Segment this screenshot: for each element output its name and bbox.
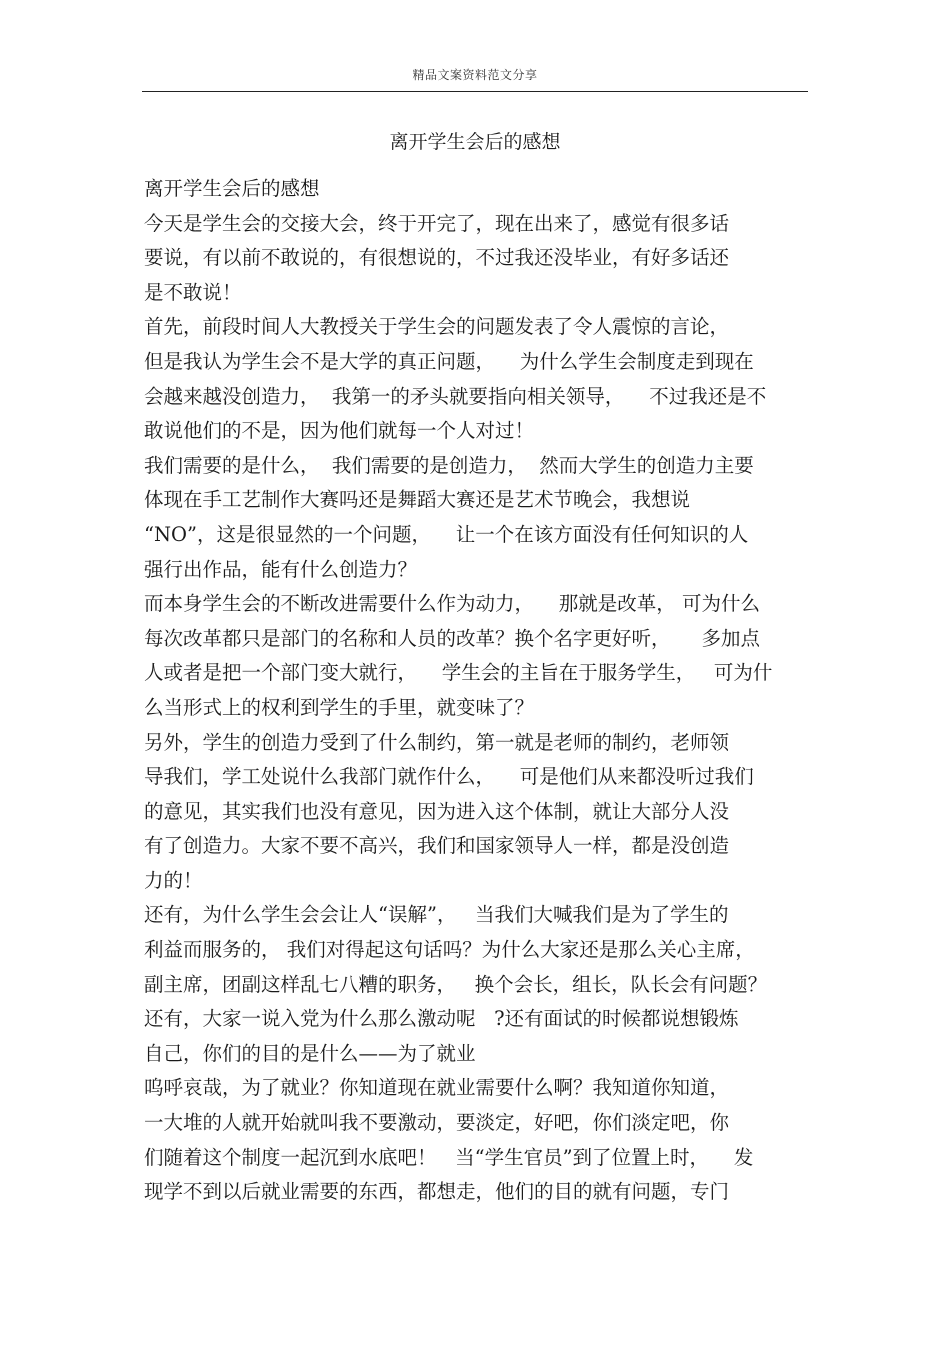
body-line: 强行出作品，能有什么创造力？ bbox=[144, 557, 418, 581]
body-line: 体现在手工艺制作大赛吗还是舞蹈大赛还是艺术节晚会，我想说 bbox=[144, 488, 691, 512]
document-body bbox=[144, 172, 814, 1210]
body-line: 呜呼哀哉，为了就业？你知道现在就业需要什么啊？我知道你知道， bbox=[144, 1076, 730, 1100]
body-line: 一大堆的人就开始就叫我不要激动，要淡定，好吧，你们淡定吧，你 bbox=[144, 1111, 730, 1135]
body-line: 副主席，团副这样乱七八糟的职务， 换个会长，组长，队长会有问题？ bbox=[144, 972, 768, 996]
body-line: 自己，你们的目的是什么——为了就业 bbox=[144, 1041, 476, 1065]
body-line: 利益而服务的， 我们对得起这句话吗？为什么大家还是那么关心主席， bbox=[144, 938, 755, 962]
body-line: 的意见，其实我们也没有意见，因为进入这个体制，就让大部分人没 bbox=[144, 799, 730, 823]
body-line: 有了创造力。大家不要不高兴，我们和国家领导人一样，都是没创造 bbox=[144, 834, 730, 858]
body-line: 会越来越没创造力， 我第一的矛头就要指向相关领导， 不过我还是不 bbox=[144, 384, 767, 408]
body-line: 我们需要的是什么， 我们需要的是创造力， 然而大学生的创造力主要 bbox=[144, 453, 754, 477]
body-line: 敢说他们的不是，因为他们就每一个人对过！ bbox=[144, 419, 535, 443]
body-line: 还有，大家一说入党为什么那么激动呢 ?还有面试的时候都说想锻炼 bbox=[144, 1007, 739, 1031]
body-line: 但是我认为学生会不是大学的真正问题， 为什么学生会制度走到现在 bbox=[144, 349, 754, 373]
body-line: 每次改革都只是部门的名称和人员的改革？换个名字更好听， 多加点 bbox=[144, 626, 760, 650]
body-line: 现学不到以后就业需要的东西，都想走，他们的目的就有问题，专门 bbox=[144, 1180, 730, 1204]
body-line: 是不敢说！ bbox=[144, 280, 242, 304]
header-divider bbox=[142, 91, 808, 92]
body-line: “NO”，这是很显然的一个问题， 让一个在该方面没有任何知识的人 bbox=[144, 522, 749, 546]
body-line: 首先，前段时间人大教授关于学生会的问题发表了令人震惊的言论， bbox=[144, 315, 730, 339]
body-line: 们随着这个制度一起沉到水底吧！ 当“学生官员”到了位置上时， 发 bbox=[144, 1145, 754, 1169]
body-line: 今天是学生会的交接大会，终于开完了，现在出来了，感觉有很多话 bbox=[144, 211, 730, 235]
body-line: 离开学生会后的感想 bbox=[144, 177, 320, 200]
body-line: 要说，有以前不敢说的，有很想说的，不过我还没毕业，有好多话还 bbox=[144, 246, 730, 270]
document-title: 离开学生会后的感想 bbox=[389, 131, 561, 153]
body-line: 还有，为什么学生会会让人“误解”， 当我们大喊我们是为了学生的 bbox=[144, 903, 729, 927]
page-header-text: 精品文案资料范文分享 bbox=[412, 68, 538, 82]
body-line: 力的！ bbox=[144, 868, 203, 892]
body-line: 人或者是把一个部门变大就行， 学生会的主旨在于服务学生， 可为什 bbox=[144, 661, 773, 685]
body-line: 另外，学生的创造力受到了什么制约，第一就是老师的制约，老师领 bbox=[144, 730, 730, 754]
body-line: 而本身学生会的不断改进需要什么作为动力， 那就是改革， 可为什么 bbox=[144, 592, 760, 616]
body-line: 么当形式上的权利到学生的手里，就变味了？ bbox=[144, 695, 535, 719]
body-line: 导我们，学工处说什么我部门就作什么， 可是他们从来都没听过我们 bbox=[144, 765, 754, 789]
